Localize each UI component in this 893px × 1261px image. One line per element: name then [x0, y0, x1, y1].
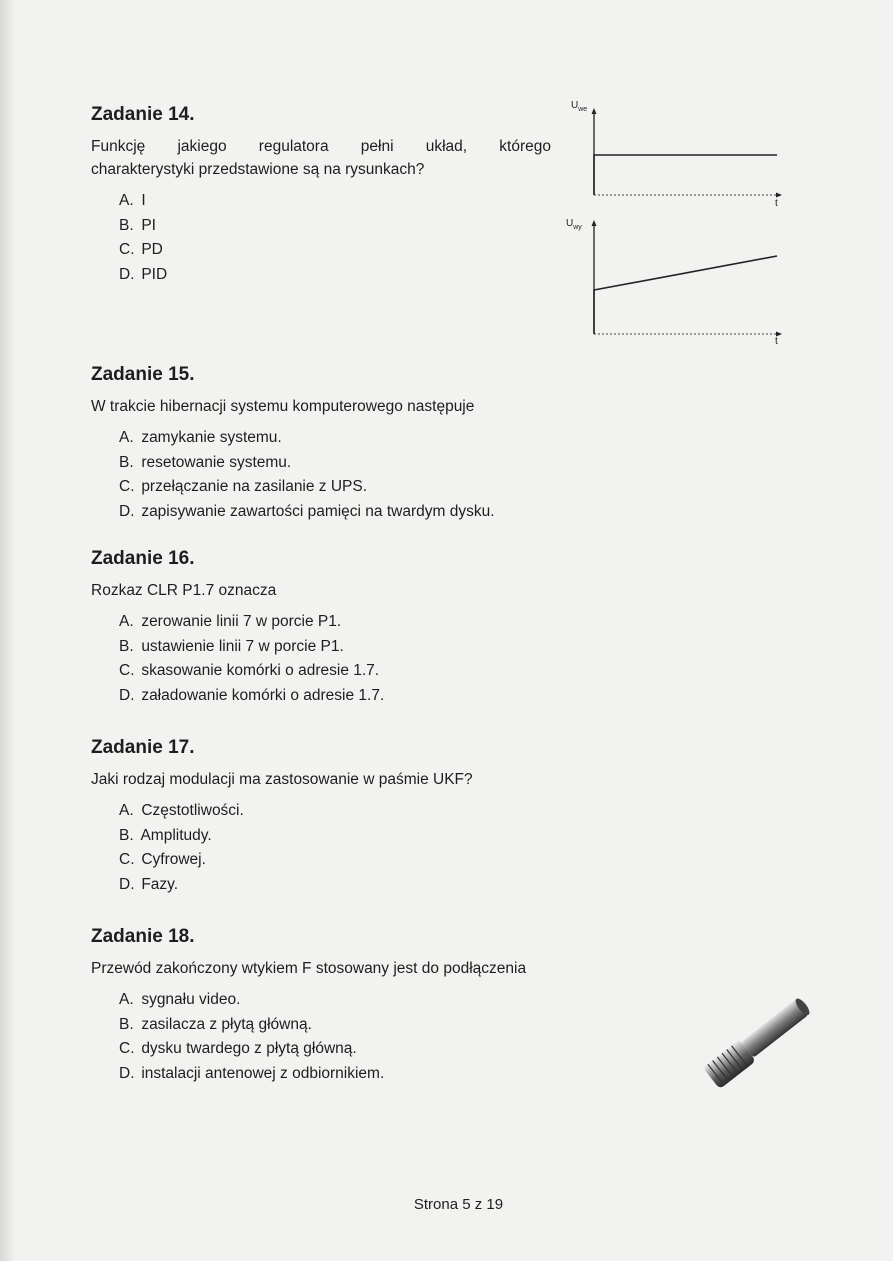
answer-option	[119, 500, 495, 525]
answer-letter: D.	[119, 686, 135, 704]
answer-text: resetowanie systemu.	[141, 453, 292, 471]
question-line-2: charakterystyki przedstawione są na rysunkach?	[91, 161, 425, 178]
task-17	[91, 737, 473, 897]
answer-letter: A.	[119, 802, 134, 819]
answer-option	[119, 824, 473, 849]
answer-option	[119, 659, 384, 684]
answer-letter: A.	[119, 613, 134, 630]
answer-letter: D.	[119, 502, 135, 520]
task-title: Zadanie 14.	[91, 104, 195, 125]
answer-letter: D.	[119, 875, 135, 893]
page-footer	[0, 1196, 893, 1213]
answer-option	[119, 426, 495, 451]
answer-letter: B.	[119, 1015, 134, 1033]
task-15	[91, 364, 495, 524]
characteristics-svg	[563, 100, 793, 350]
output-ramp-curve	[594, 256, 777, 334]
answer-letter: A.	[119, 429, 134, 446]
output-label-main: U	[566, 218, 574, 229]
task-title: Zadanie 16.	[91, 548, 195, 569]
answer-option	[119, 214, 551, 239]
output-y-arrow	[592, 220, 597, 226]
answer-list	[91, 426, 495, 524]
input-voltage-label	[571, 100, 587, 113]
output-label-sub: wy	[573, 224, 582, 231]
input-t-arrow	[776, 193, 782, 198]
answer-option	[119, 1062, 526, 1087]
answer-letter: C.	[119, 1040, 135, 1057]
page-binding-edge	[0, 0, 14, 1261]
answer-text: zerowanie linii 7 w porcie P1.	[141, 613, 342, 630]
answer-text: PI	[141, 216, 156, 234]
output-time-label: t	[775, 336, 778, 347]
answer-option	[119, 610, 384, 635]
input-label-main: U	[571, 100, 579, 111]
answer-letter: C.	[119, 241, 135, 258]
task-14	[91, 104, 551, 287]
input-label-sub: we	[578, 106, 588, 113]
answer-option	[119, 848, 473, 873]
output-response-graph	[592, 220, 783, 337]
answer-letter: B.	[119, 216, 134, 234]
answer-text: dysku twardego z płytą główną.	[141, 1040, 357, 1057]
answer-text: Częstotliwości.	[141, 802, 244, 819]
answer-text: Fazy.	[141, 875, 179, 893]
task-title: Zadanie 17.	[91, 737, 195, 758]
answer-text: zamykanie systemu.	[141, 429, 282, 446]
answer-option	[119, 635, 384, 660]
answer-text: zapisywanie zawartości pamięci na twardym dysku.	[141, 502, 495, 520]
answer-letter: B.	[119, 637, 134, 655]
answer-letter: D.	[119, 265, 135, 283]
answer-letter: D.	[119, 1064, 135, 1082]
answer-text: przełączanie na zasilanie z UPS.	[141, 478, 368, 495]
answer-text: PD	[141, 241, 163, 258]
answer-text: ustawienie linii 7 w porcie P1.	[141, 637, 344, 655]
answer-letter: C.	[119, 851, 135, 868]
answer-text: Amplitudy.	[140, 826, 212, 844]
regulator-characteristics-figure	[563, 100, 793, 350]
input-y-arrow	[592, 108, 597, 114]
answer-option	[119, 1037, 526, 1062]
input-step-curve	[594, 155, 777, 195]
task-question: Jaki rodzaj modulacji ma zastosowanie w paśmie UKF?	[91, 771, 473, 788]
answer-option	[119, 684, 384, 709]
task-18	[91, 926, 526, 1086]
answer-option	[119, 988, 526, 1013]
answer-list	[91, 988, 526, 1086]
answer-letter: B.	[119, 453, 134, 471]
answer-letter: C.	[119, 478, 135, 495]
answer-option	[119, 238, 551, 263]
answer-text: Cyfrowej.	[141, 851, 206, 868]
task-title: Zadanie 18.	[91, 926, 195, 947]
answer-option	[119, 873, 473, 898]
answer-list	[91, 799, 473, 897]
answer-option	[119, 1013, 526, 1038]
f-connector-illustration	[690, 990, 830, 1090]
output-voltage-label	[566, 218, 582, 231]
answer-letter: A.	[119, 991, 134, 1008]
answer-text: załadowanie komórki o adresie 1.7.	[141, 686, 385, 704]
answer-letter: A.	[119, 192, 134, 209]
page-number: Strona 5 z 19	[413, 1196, 504, 1213]
question-line-1: Funkcję jakiego regulatora pełni układ, którego	[91, 138, 551, 155]
input-time-label: t	[775, 198, 778, 209]
task-question	[91, 135, 551, 181]
task-question: Rozkaz CLR P1.7 oznacza	[91, 582, 277, 599]
answer-list	[91, 189, 551, 287]
task-16	[91, 548, 384, 708]
task-question: Przewód zakończony wtykiem F stosowany jest do podłączenia	[91, 960, 527, 977]
answer-option	[119, 189, 551, 214]
f-connector-image	[690, 990, 830, 1090]
input-step-graph	[592, 108, 783, 198]
answer-text: skasowanie komórki o adresie 1.7.	[141, 662, 380, 679]
answer-text: instalacji antenowej z odbiornikiem.	[141, 1064, 385, 1082]
answer-text: I	[141, 192, 146, 209]
task-question: W trakcie hibernacji systemu komputerowego następuje	[91, 398, 475, 415]
answer-text: zasilacza z płytą główną.	[141, 1015, 312, 1033]
answer-text: sygnału video.	[141, 991, 241, 1008]
answer-option	[119, 451, 495, 476]
answer-option	[119, 475, 495, 500]
answer-text: PID	[141, 265, 168, 283]
answer-option	[119, 263, 551, 288]
answer-option	[119, 799, 473, 824]
answer-letter: C.	[119, 662, 135, 679]
answer-letter: B.	[119, 826, 134, 844]
answer-list	[91, 610, 384, 708]
task-title: Zadanie 15.	[91, 364, 195, 385]
